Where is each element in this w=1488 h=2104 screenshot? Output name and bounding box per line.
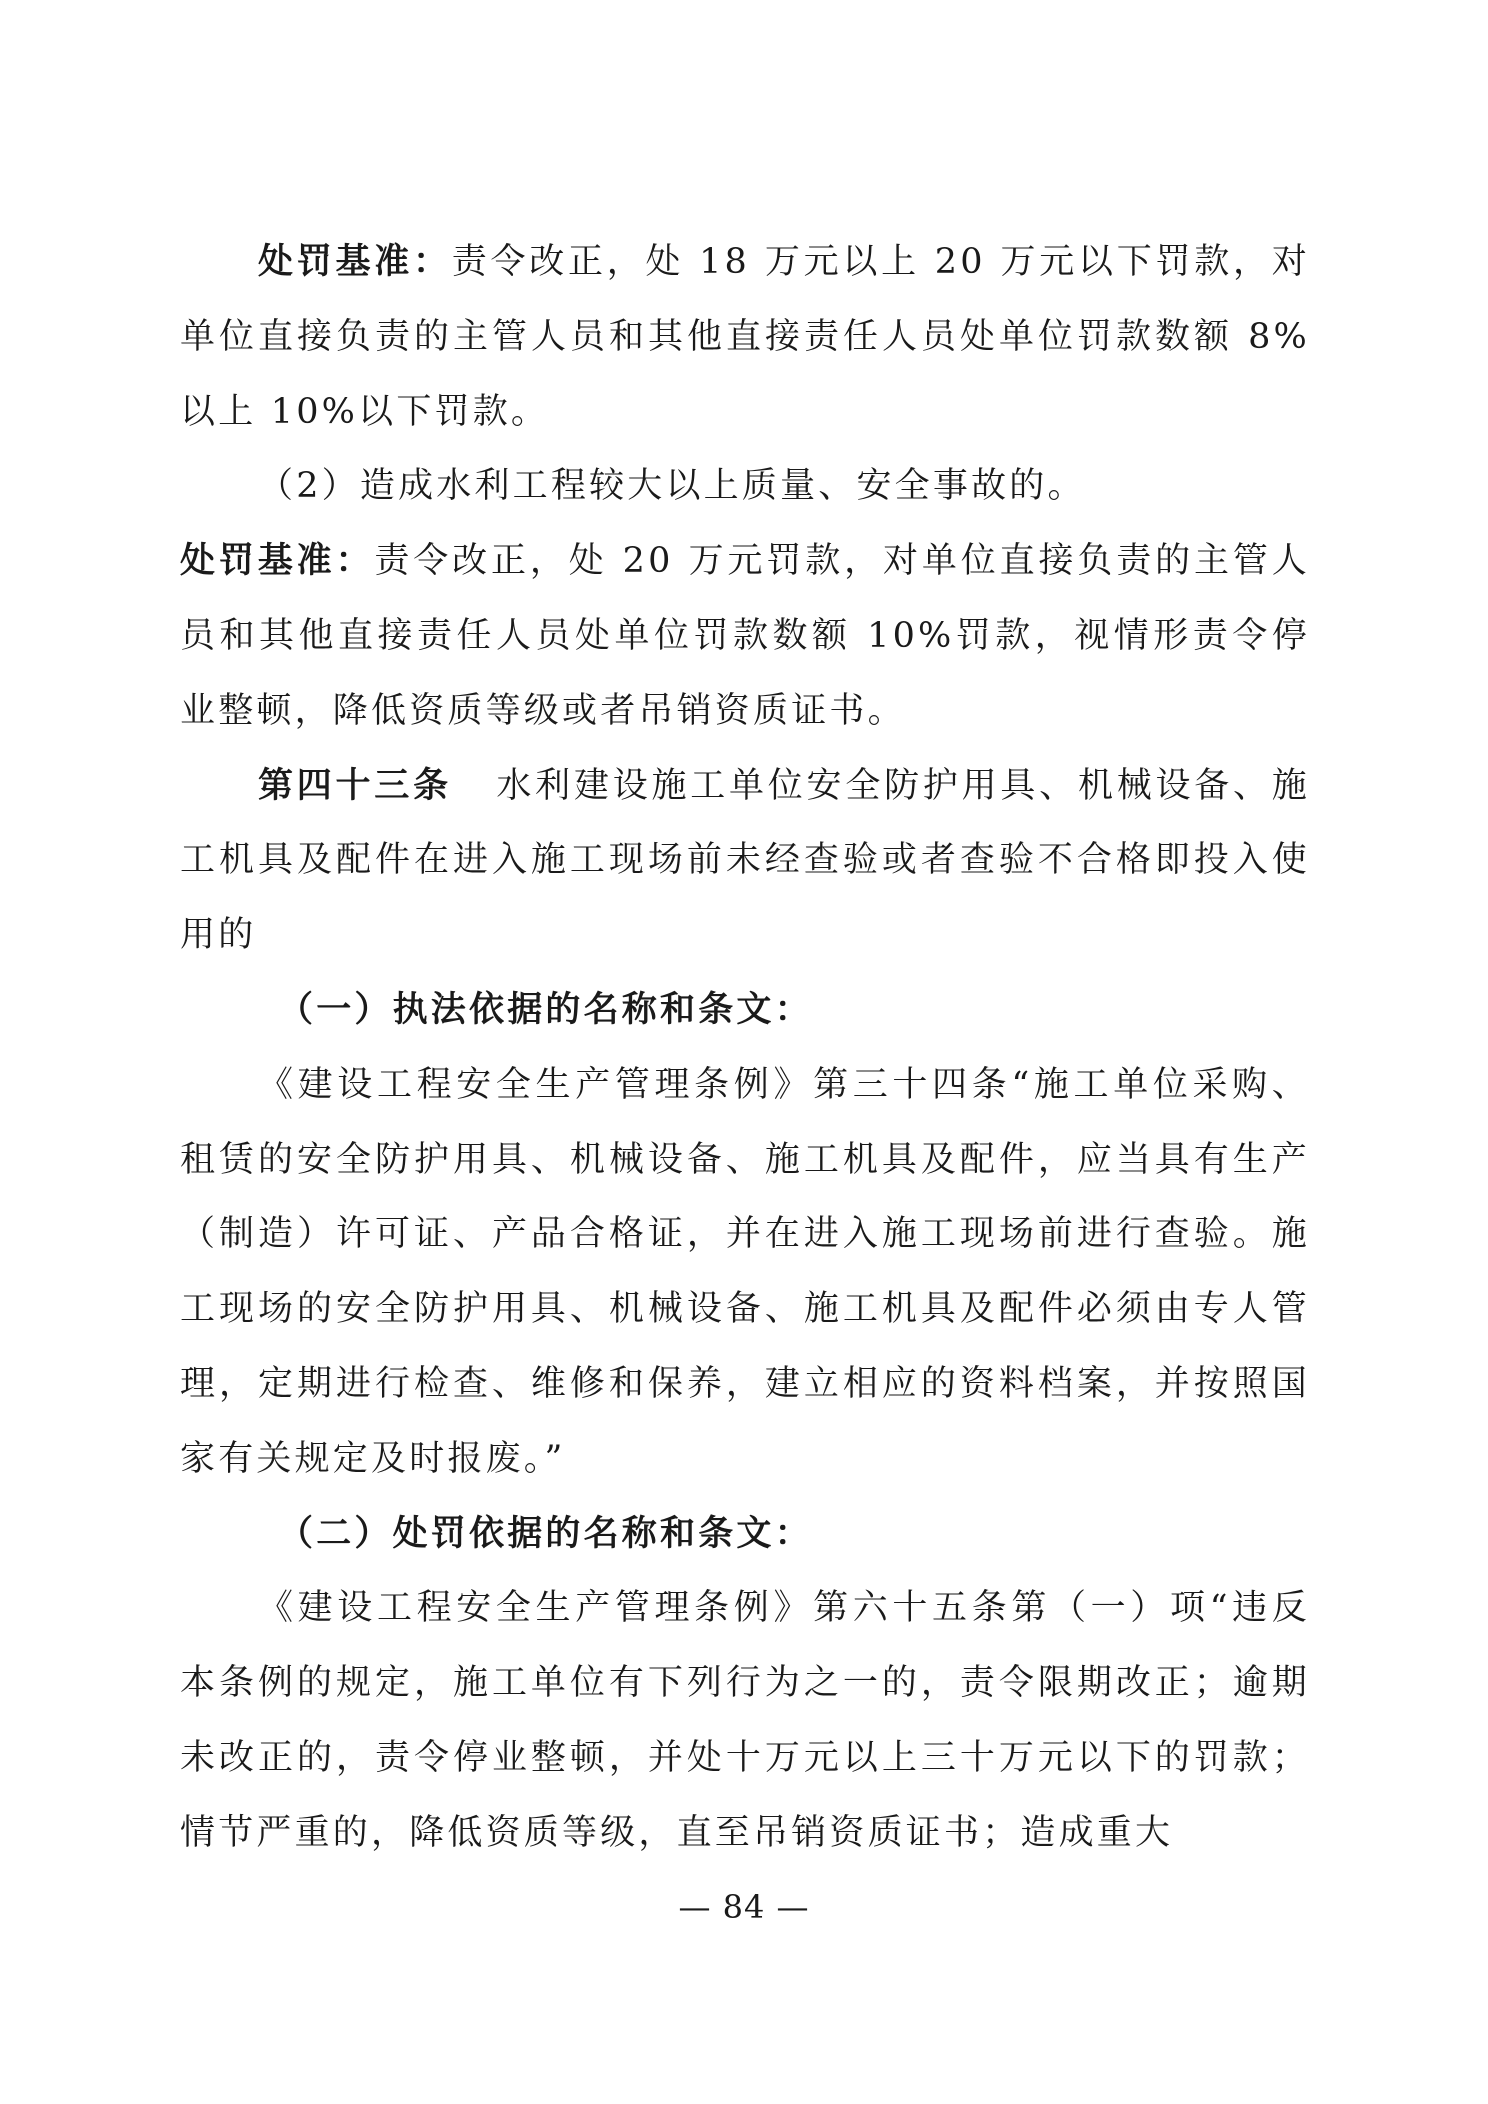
paragraph-item-2: （2）造成水利工程较大以上质量、安全事故的。 xyxy=(258,466,1086,507)
penalty-standard-text: 责令改正，处 18 万元以上 20 万元以下罚款，对单位直接负责的主管人员和其他直接责任人员处单位罚款数额 8%以上 10%以下罚款。 xyxy=(180,242,1310,432)
article-text: 水利建设施工单位安全防护用具、机械设备、施工机具及配件在进入施工现场前未经查验或者查验不合格即投入使用的 xyxy=(180,765,1310,956)
paragraph-legal-basis-text: 《建设工程安全生产管理条例》第三十四条“施工单位采购、租赁的安全防护用具、机械设备、施工机具及配件，应当具有生产（制造）许可证、产品合格证，并在进入施工现场前进行查验。施工现场的安全防护用具、机械设备、施工机具及配件必须由专人管理，定期进行检查、维修和保养，建立相应的资料档案，并按照国家有关规定及时报废。” xyxy=(180,1064,1310,1479)
page-number: — 84 — xyxy=(678,1888,810,1926)
penalty-standard-label: 处罚基准： xyxy=(258,241,452,282)
paragraph-penalty-standard-2 xyxy=(180,524,1310,748)
penalty-standard-label: 处罚基准： xyxy=(180,540,375,582)
section-heading-legal-basis: （一）执法依据的名称和条文： xyxy=(278,988,813,1030)
section-heading-penalty-basis: （二）处罚依据的名称和条文： xyxy=(278,1512,813,1554)
penalty-standard-text: 责令改正，处 20 万元罚款，对单位直接负责的主管人员和其他直接责任人员处单位罚款数额 10%罚款，视情形责令停业整顿，降低资质等级或者吊销资质证书。 xyxy=(180,541,1310,731)
article-number: 第四十三条 xyxy=(258,765,452,806)
paragraph-penalty-standard-1 xyxy=(180,225,1310,449)
paragraph-article-43 xyxy=(180,749,1310,973)
document-body xyxy=(180,225,1310,1871)
paragraph-penalty-basis-text: 《建设工程安全生产管理条例》第六十五条第（一）项“违反本条例的规定，施工单位有下列行为之一的，责令限期改正；逾期未改正的，责令停业整顿，并处十万元以上三十万元以下的罚款；情节严重的，降低资质等级，直至吊销资质证书；造成重大 xyxy=(180,1588,1310,1853)
